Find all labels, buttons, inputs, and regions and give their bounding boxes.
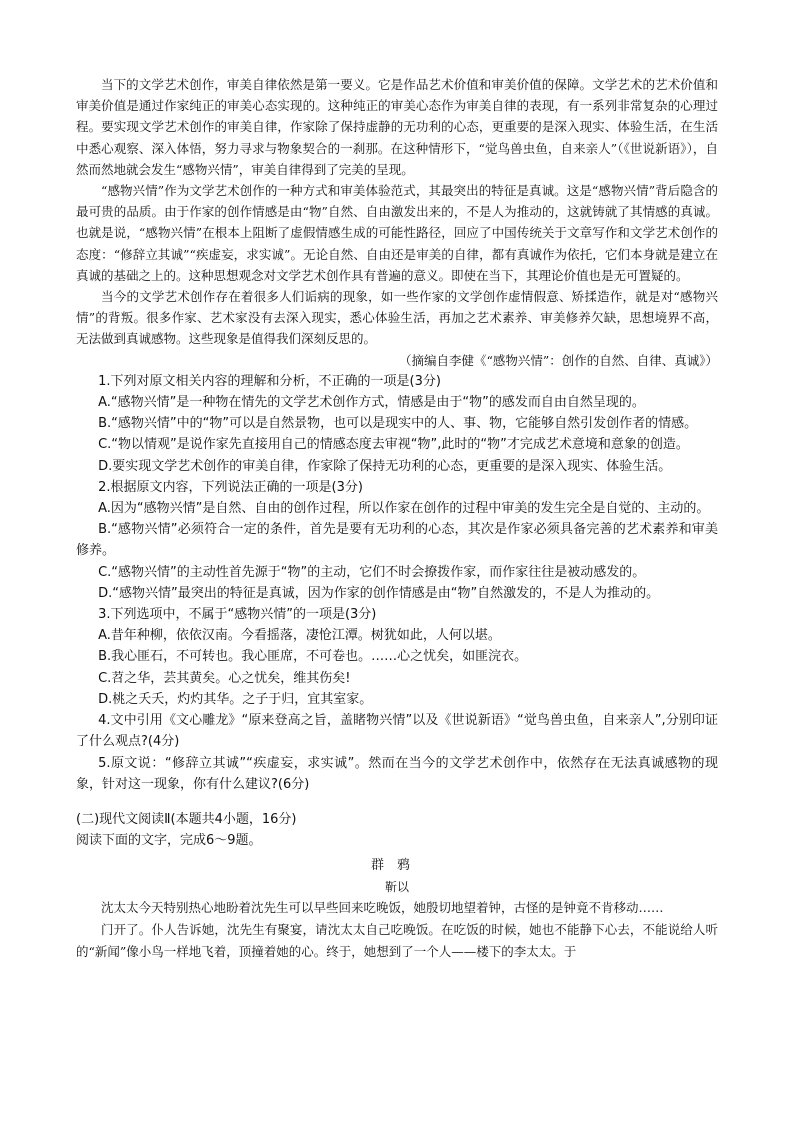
question-option: D.“感物兴情”最突出的特征是真诚，因为作家的创作情感是由“物”自然激发的，不是人为推动的。 [98, 585, 660, 601]
question-option: C.苕之华，芸其黄矣。心之忧矣，维其伤矣! [98, 670, 351, 686]
question-option: C.“感物兴情”的主动性首先源于“物”的主动，它们不时会撩拨作家，而作家往往是被动感发的。 [98, 564, 646, 580]
section-heading: (二)现代文阅读Ⅱ(本题共4小题，16分) [76, 811, 297, 827]
passage-source: （摘编自李健《“感物兴情”：创作的自然、自律、真诚》） [398, 352, 718, 368]
question-option: C.“物以情观”是说作家先直接用自己的情感态度去审视“物”,此时的“物”才完成艺术意境和意象的创造。 [98, 437, 689, 453]
section-two-header [76, 809, 718, 851]
exam-page [76, 74, 718, 963]
question-option: D.桃之夭夭，灼灼其华。之子于归，宜其室家。 [98, 691, 373, 707]
story-paragraph: 门开了。仆人告诉她，沈先生有聚宴，请沈太太自己吃晚饭。在吃饭的时候，她也不能静下心去，不能说给人听的“新闻”像小鸟一样地飞着，顶撞着她的心。终于，她想到了一个人——楼下的李太太。于 [76, 921, 718, 959]
question-option: A.因为“感物兴情”是自然、自由的创作过程，所以作家在创作的过程中审美的发生完全是自觉的、主动的。 [98, 501, 710, 517]
question-stem: 1.下列对原文相关内容的理解和分析，不正确的一项是(3分) [98, 373, 441, 389]
passage-paragraph: “感物兴情”作为文学艺术创作的一种方式和审美体验范式，其最突出的特征是真诚。这是“感物兴情”背后隐含的最可贵的品质。由于作家的创作情感是由“物”自然、自由激发出来的，不是人为推动的，这就铸就了其情感的真诚。也就是说，“感物兴情”在根本上阻断了虚假情感生成的可能性路径，回应了中国传统关于文章写作和文学艺术创作的态度：“修辞立其诚”“疾虚妄，求实诚”。无论自然、自由还是审美的自律，都有真诚作为依托，它们本身就是建立在真诚的基础之上的。这种思想观念对文学艺术创作具有普遍的意义。即使在当下，其理论价值也是无可置疑的。 [76, 183, 718, 283]
question-option: D.要实现文学艺术创作的审美自律，作家除了保持无功利的心态，更重要的是深入现实、体验生活。 [98, 458, 672, 474]
section-instruction: 阅读下面的文字，完成6～9题。 [76, 832, 262, 848]
question-stem: 4.文中引用《文心雕龙》“原来登高之旨，盖睹物兴情”以及《世说新语》“觉鸟兽虫鱼，自来亲人”,分别印证了什么观点?(4分) [76, 713, 718, 750]
question-block [76, 371, 718, 795]
story-text [76, 897, 718, 963]
question-stem: 2.根据原文内容，下列说法正确的一项是(3分) [98, 479, 363, 495]
story-title: 群鸦 [370, 857, 423, 873]
question-option: B.我心匪石，不可转也。我心匪席，不可卷也。……心之忧矣，如匪浣衣。 [98, 649, 528, 665]
story-paragraph: 沈太太今天特别热心地盼着沈先生可以早些回来吃晚饭，她殷切地望着钟，古怪的是钟竟不肯移动…… [101, 899, 664, 915]
question-option: B.“感物兴情”中的“物”可以是自然景物，也可以是现实中的人、事、物，它能够自然引发创作者的情感。 [98, 416, 698, 432]
passage-paragraph: 当今的文学艺术创作存在着很多人们诟病的现象，如一些作家的文学创作虚情假意、矫揉造作，就是对“感物兴情”的背叛。很多作家、艺术家没有去深入现实，悉心体验生活，再加之艺术素养、审美修养欠缺，思想境界不高，无法做到真诚感物。这些现象是值得我们深刻反思的。 [76, 289, 718, 347]
question-option: A.“感物兴情”是一种物在情先的文学艺术创作方式，情感是由于“物”的感发而自由自然呈现的。 [98, 395, 645, 411]
passage-paragraph: 当下的文学艺术创作，审美自律依然是第一要义。它是作品艺术价值和审美价值的保障。文学艺术的艺术价值和审美价值是通过作家纯正的审美心态实现的。这种纯正的审美心态作为审美自律的表现，有一系列非常复杂的心理过程。要实现文学艺术创作的审美自律，作家除了保持虚静的无功利的心态，更重要的是深入现实、体验生活，在生活中悉心观察、深入体悟，努力寻求与物象契合的一刹那。在这种情形下，“觉鸟兽虫鱼，自来亲人”（《世说新语》），自然而然地就会发生“感物兴情”，审美自律得到了完美的呈现。 [76, 77, 718, 177]
question-option: A.昔年种柳，依依汉南。今看摇落，凄怆江潭。树犹如此，人何以堪。 [98, 628, 501, 644]
question-stem: 3.下列选项中，不属于“感物兴情”的一项是(3分) [98, 607, 377, 623]
story-author: 靳以 [384, 879, 409, 894]
question-stem: 5.原文说：“修辞立其诚”“疾虚妄，求实诚”。然而在当今的文学艺术创作中，依然存在无法真诚感物的现象，针对这一现象，你有什么建议?(6分) [76, 755, 718, 792]
question-option: B.“感物兴情”必须符合一定的条件，首先是要有无功利的心态，其次是作家必须具备完善的艺术素养和审美修养。 [76, 522, 718, 559]
passage-one [76, 74, 718, 371]
